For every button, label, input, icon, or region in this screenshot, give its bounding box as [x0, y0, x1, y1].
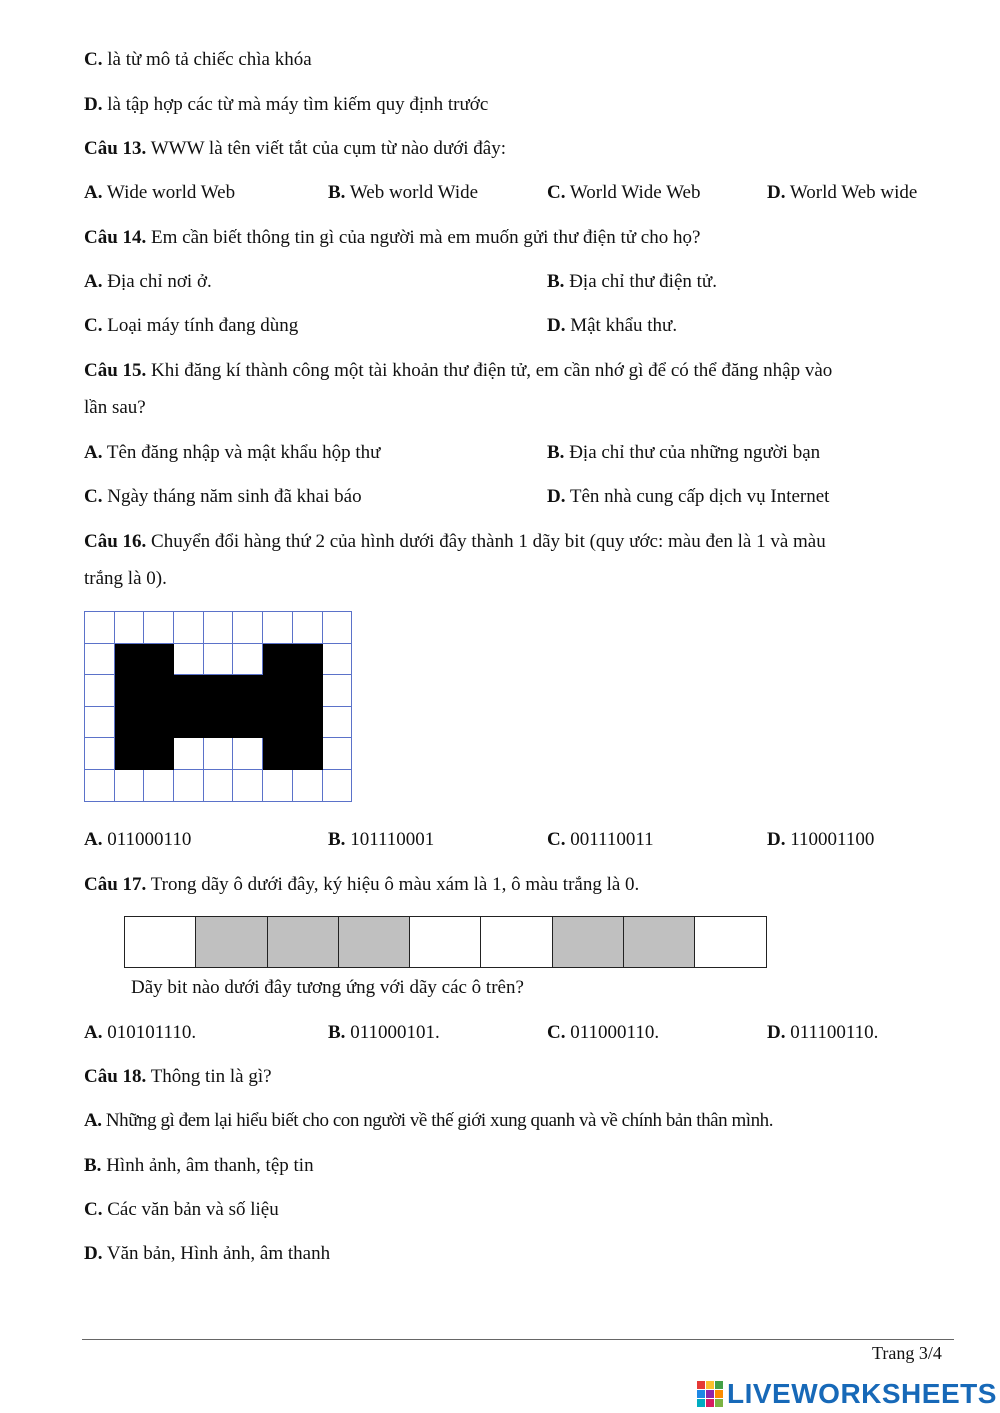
grid-cell-r3-c9 — [323, 675, 353, 707]
grid-cell-r4-c5 — [204, 707, 234, 739]
grid-cell-r4-c9 — [323, 707, 353, 739]
grid-cell-r2-c6 — [233, 644, 263, 676]
grid-cell-r5-c1 — [85, 738, 115, 770]
grid-cell-r5-c7 — [263, 738, 293, 770]
q13-option-b: B. Web world Wide — [328, 182, 479, 203]
q18-option-d: D. Văn bản, Hình ảnh, âm thanh — [84, 1243, 331, 1264]
q16-option-d: D. 110001100 — [767, 829, 875, 850]
grid-cell-r4-c7 — [263, 707, 293, 739]
q16-stem-cont: trắng là 0). — [84, 568, 167, 589]
q16-option-c: C. 001110011 — [547, 829, 654, 850]
page-number: Trang 3/4 — [872, 1343, 942, 1363]
q18-option-a: A. Những gì đem lại hiểu biết cho con người về thế giới xung quanh và về chính bản thân mình. — [84, 1110, 774, 1131]
grid-cell-r6-c1 — [85, 770, 115, 802]
q14-option-c: C. Loại máy tính đang dùng — [84, 315, 299, 336]
strip-cell-1 — [125, 917, 196, 967]
grid-cell-r3-c7 — [263, 675, 293, 707]
grid-cell-r2-c1 — [85, 644, 115, 676]
q12-option-c: C. là từ mô tả chiếc chìa khóa — [84, 49, 312, 70]
logo-mark-square — [715, 1399, 723, 1407]
strip-cell-6 — [481, 917, 552, 967]
grid-cell-r3-c4 — [174, 675, 204, 707]
q14-option-d: D. Mật khẩu thư. — [547, 315, 678, 336]
liveworksheets-logo — [697, 1378, 997, 1410]
grid-cell-r3-c5 — [204, 675, 234, 707]
logo-mark-square — [697, 1381, 705, 1389]
strip-cell-2 — [196, 917, 267, 967]
q15-option-c: C. Ngày tháng năm sinh đã khai báo — [84, 486, 362, 507]
logo-mark-icon — [697, 1381, 723, 1407]
cell-strip-figure — [124, 916, 767, 968]
grid-cell-r6-c9 — [323, 770, 353, 802]
q12-option-d: D. là tập hợp các từ mà máy tìm kiếm quy định trước — [84, 94, 489, 115]
q13-option-d: D. World Web wide — [767, 182, 918, 203]
grid-cell-r1-c9 — [323, 612, 353, 644]
logo-mark-square — [715, 1381, 723, 1389]
q14-stem: Câu 14. Em cần biết thông tin gì của người mà em muốn gửi thư điện tử cho họ? — [84, 227, 701, 248]
q16-option-a: A. 011000110 — [84, 829, 192, 850]
grid-cell-r6-c4 — [174, 770, 204, 802]
q15-stem-cont: lần sau? — [84, 397, 146, 418]
grid-cell-r2-c5 — [204, 644, 234, 676]
grid-cell-r1-c1 — [85, 612, 115, 644]
grid-cell-r3-c1 — [85, 675, 115, 707]
q14-option-a: A. Địa chỉ nơi ở. — [84, 271, 212, 292]
q18-stem: Câu 18. Thông tin là gì? — [84, 1066, 272, 1087]
grid-cell-r4-c2 — [115, 707, 145, 739]
grid-cell-r4-c1 — [85, 707, 115, 739]
logo-text: LIVEWORKSHEETS — [727, 1378, 997, 1409]
q17-option-c: C. 011000110. — [547, 1022, 660, 1043]
q18-option-b: B. Hình ảnh, âm thanh, tệp tin — [84, 1155, 314, 1176]
grid-cell-r5-c5 — [204, 738, 234, 770]
strip-cell-4 — [339, 917, 410, 967]
grid-cell-r2-c7 — [263, 644, 293, 676]
grid-cell-r6-c2 — [115, 770, 145, 802]
q18-option-c: C. Các văn bản và số liệu — [84, 1199, 279, 1220]
strip-cell-7 — [553, 917, 624, 967]
grid-cell-r5-c4 — [174, 738, 204, 770]
q16-option-b: B. 101110001 — [328, 829, 435, 850]
grid-cell-r4-c4 — [174, 707, 204, 739]
q15-option-d: D. Tên nhà cung cấp dịch vụ Internet — [547, 486, 830, 507]
strip-cell-3 — [268, 917, 339, 967]
grid-cell-r6-c5 — [204, 770, 234, 802]
grid-cell-r1-c6 — [233, 612, 263, 644]
grid-cell-r3-c8 — [293, 675, 323, 707]
grid-cell-r6-c6 — [233, 770, 263, 802]
grid-cell-r3-c6 — [233, 675, 263, 707]
grid-cell-r5-c2 — [115, 738, 145, 770]
q17-option-d: D. 011100110. — [767, 1022, 879, 1043]
strip-cell-9 — [695, 917, 765, 967]
grid-cell-r1-c8 — [293, 612, 323, 644]
pixel-grid-figure — [84, 611, 352, 802]
grid-cell-r3-c3 — [144, 675, 174, 707]
q16-stem: Câu 16. Chuyển đổi hàng thứ 2 của hình dưới đây thành 1 dãy bit (quy ước: màu đen là 1 và màu — [84, 531, 826, 552]
grid-cell-r1-c7 — [263, 612, 293, 644]
grid-cell-r5-c6 — [233, 738, 263, 770]
grid-cell-r5-c3 — [144, 738, 174, 770]
logo-mark-square — [715, 1390, 723, 1398]
grid-cell-r1-c3 — [144, 612, 174, 644]
grid-cell-r1-c2 — [115, 612, 145, 644]
grid-cell-r4-c6 — [233, 707, 263, 739]
grid-cell-r2-c8 — [293, 644, 323, 676]
grid-cell-r3-c2 — [115, 675, 145, 707]
q17-option-a: A. 010101110. — [84, 1022, 197, 1043]
q14-option-b: B. Địa chỉ thư điện tử. — [547, 271, 717, 292]
q15-option-a: A. Tên đăng nhập và mật khẩu hộp thư — [84, 442, 381, 463]
logo-mark-square — [706, 1399, 714, 1407]
q17-option-b: B. 011000101. — [328, 1022, 440, 1043]
grid-cell-r5-c9 — [323, 738, 353, 770]
q13-option-a: A. Wide world Web — [84, 182, 236, 203]
q13-stem: Câu 13. WWW là tên viết tắt của cụm từ nào dưới đây: — [84, 138, 506, 159]
grid-cell-r6-c8 — [293, 770, 323, 802]
strip-cell-8 — [624, 917, 695, 967]
q15-stem: Câu 15. Khi đăng kí thành công một tài khoản thư điện tử, em cần nhớ gì để có thể đăng nhập vào — [84, 360, 833, 381]
q17-stem: Câu 17. Trong dãy ô dưới đây, ký hiệu ô màu xám là 1, ô màu trắng là 0. — [84, 874, 640, 895]
grid-cell-r2-c9 — [323, 644, 353, 676]
logo-mark-square — [697, 1390, 705, 1398]
grid-cell-r1-c5 — [204, 612, 234, 644]
logo-mark-square — [706, 1390, 714, 1398]
q13-option-c: C. World Wide Web — [547, 182, 701, 203]
logo-mark-square — [706, 1381, 714, 1389]
grid-cell-r4-c8 — [293, 707, 323, 739]
footer-divider — [82, 1339, 954, 1340]
q15-option-b: B. Địa chỉ thư của những người bạn — [547, 442, 821, 463]
grid-cell-r6-c7 — [263, 770, 293, 802]
grid-cell-r2-c2 — [115, 644, 145, 676]
grid-cell-r6-c3 — [144, 770, 174, 802]
grid-cell-r1-c4 — [174, 612, 204, 644]
grid-cell-r4-c3 — [144, 707, 174, 739]
strip-cell-5 — [410, 917, 481, 967]
q17-prompt: Dãy bit nào dưới đây tương ứng với dãy các ô trên? — [131, 977, 524, 998]
logo-mark-square — [697, 1399, 705, 1407]
grid-cell-r5-c8 — [293, 738, 323, 770]
grid-cell-r2-c4 — [174, 644, 204, 676]
grid-cell-r2-c3 — [144, 644, 174, 676]
